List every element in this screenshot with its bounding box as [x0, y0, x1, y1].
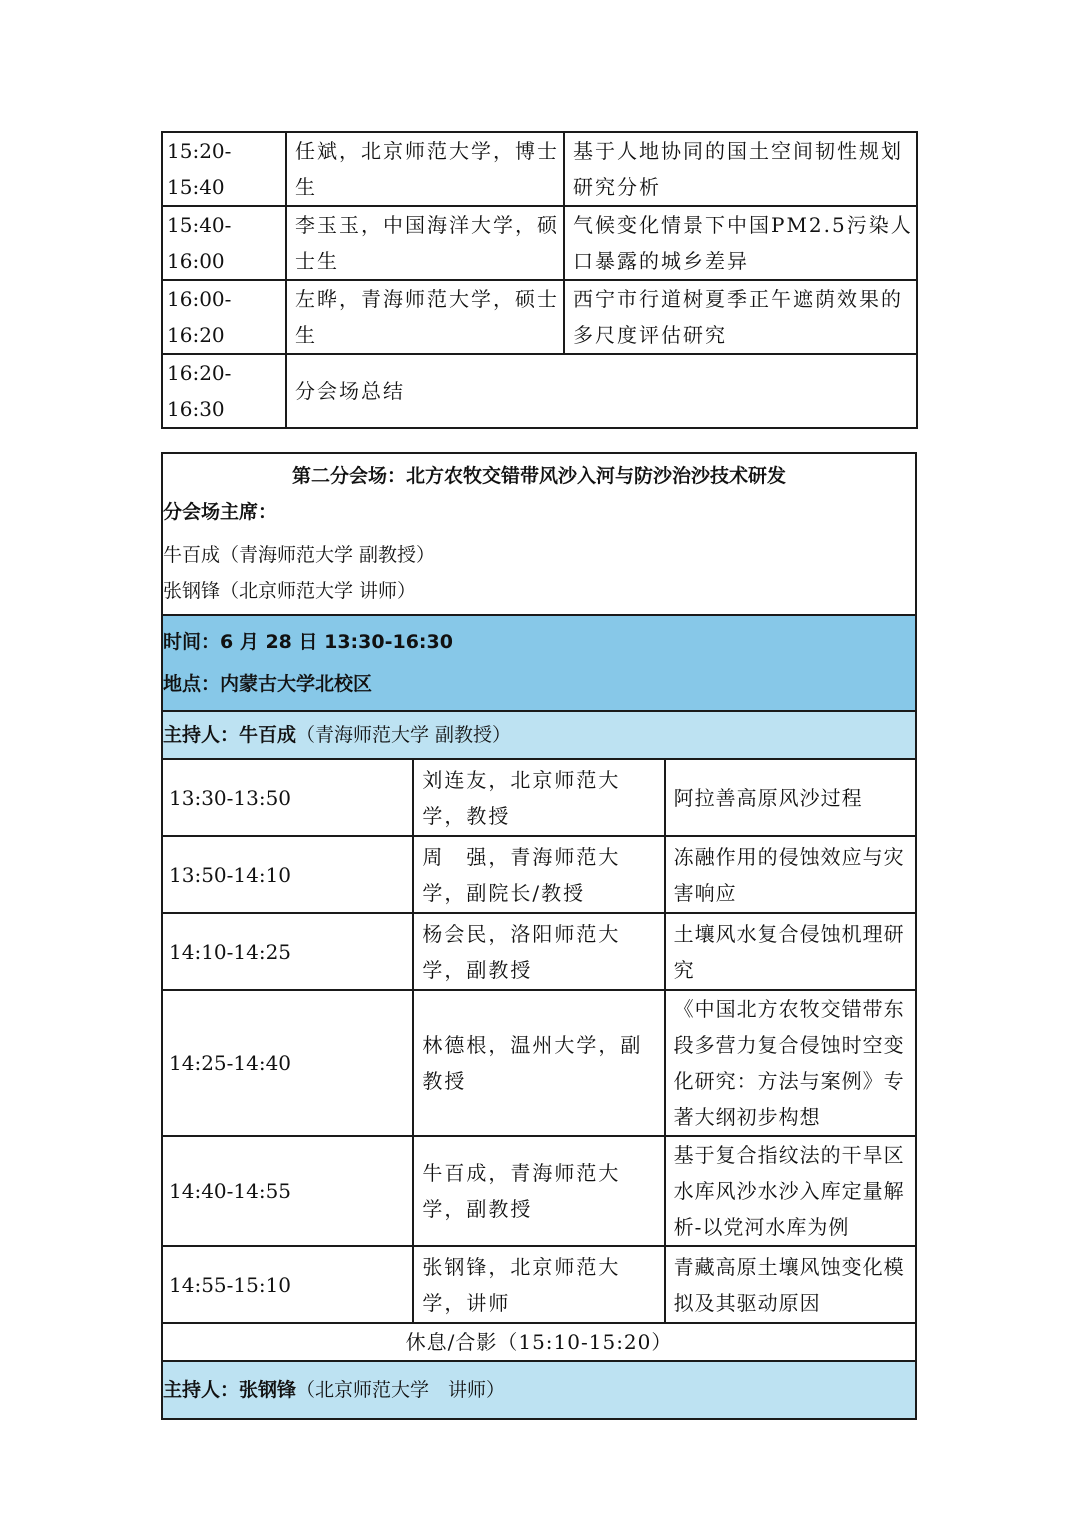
table-row	[162, 836, 916, 913]
talk-speaker: 任斌，北京师范大学，博士生	[286, 132, 564, 206]
talk-time: 16:00-16:20	[162, 280, 286, 354]
host-cell	[162, 711, 916, 759]
talk-speaker: 牛百成，青海师范大学，副教授	[413, 1136, 664, 1246]
talk-speaker: 左晔，青海师范大学，硕士生	[286, 280, 564, 354]
host-label: 主持人：张钢锋	[163, 1379, 297, 1401]
talk-topic: 西宁市行道树夏季正午遮荫效果的多尺度评估研究	[564, 280, 917, 354]
session-time: 时间：6 月 28 日 13:30-16:30	[163, 631, 453, 653]
talk-time: 14:10-14:25	[162, 913, 413, 990]
talk-speaker: 李玉玉，中国海洋大学，硕士生	[286, 206, 564, 280]
talk-speaker: 刘连友，北京师范大学，教授	[413, 759, 664, 836]
talk-topic: 土壤风水复合侵蚀机理研究	[665, 913, 916, 990]
break-text: 休息/合影（15:10-15:20）	[162, 1323, 916, 1361]
talk-time: 14:55-15:10	[162, 1246, 413, 1323]
host-detail: （青海师范大学 副教授）	[296, 724, 512, 746]
session-header-row	[162, 453, 916, 615]
talk-speaker: 杨会民，洛阳师范大学，副教授	[413, 913, 664, 990]
table-row	[162, 280, 917, 354]
schedule-table-1	[161, 131, 918, 429]
host-row	[162, 1361, 916, 1419]
table-row	[162, 759, 916, 836]
table-row	[162, 1136, 916, 1246]
talk-topic: 气候变化情景下中国PM2.5污染人口暴露的城乡差异	[564, 206, 917, 280]
host-cell	[162, 1361, 916, 1419]
summary-time: 16:20-16:30	[162, 354, 286, 428]
session-place: 地点：内蒙古大学北校区	[163, 673, 373, 695]
time-place-row	[162, 615, 916, 711]
talk-time: 14:25-14:40	[162, 990, 413, 1136]
talk-time: 13:30-13:50	[162, 759, 413, 836]
talk-topic: 《中国北方农牧交错带东段多营力复合侵蚀时空变化研究：方法与案例》专著大纲初步构想	[665, 990, 916, 1136]
table-row	[162, 206, 917, 280]
host-label: 主持人：牛百成	[163, 724, 297, 746]
talk-speaker: 张钢锋，北京师范大学，讲师	[413, 1246, 664, 1323]
talk-time: 13:50-14:10	[162, 836, 413, 913]
talk-topic: 青藏高原土壤风蚀变化模拟及其驱动原因	[665, 1246, 916, 1323]
host-row	[162, 711, 916, 759]
summary-row	[162, 354, 917, 428]
break-row	[162, 1323, 916, 1361]
talk-time: 14:40-14:55	[162, 1136, 413, 1246]
table-row	[162, 990, 916, 1136]
talk-speaker: 林德根，温州大学，副教授	[413, 990, 664, 1136]
schedule-table-2	[161, 452, 917, 1420]
table-row	[162, 132, 917, 206]
summary-text: 分会场总结	[286, 354, 917, 428]
time-place-cell	[162, 615, 916, 711]
table-row	[162, 913, 916, 990]
session-header	[162, 453, 916, 615]
talk-time: 15:40-16:00	[162, 206, 286, 280]
talk-topic: 阿拉善高原风沙过程	[665, 759, 916, 836]
talk-time: 15:20-15:40	[162, 132, 286, 206]
talk-speaker: 周 强，青海师范大学，副院长/教授	[413, 836, 664, 913]
talk-topic: 基于复合指纹法的干旱区水库风沙水沙入库定量解析-以党河水库为例	[665, 1136, 916, 1246]
chair-name: 张钢锋（北京师范大学 讲师）	[163, 580, 417, 602]
chair-label: 分会场主席：	[163, 501, 278, 523]
chair-name: 牛百成（青海师范大学 副教授）	[163, 544, 436, 566]
talk-topic: 基于人地协同的国土空间韧性规划研究分析	[564, 132, 917, 206]
talk-topic: 冻融作用的侵蚀效应与灾害响应	[665, 836, 916, 913]
host-detail: （北京师范大学 讲师）	[296, 1379, 506, 1401]
table-row	[162, 1246, 916, 1323]
session-title: 第二分会场：北方农牧交错带风沙入河与防沙治沙技术研发	[291, 465, 786, 487]
